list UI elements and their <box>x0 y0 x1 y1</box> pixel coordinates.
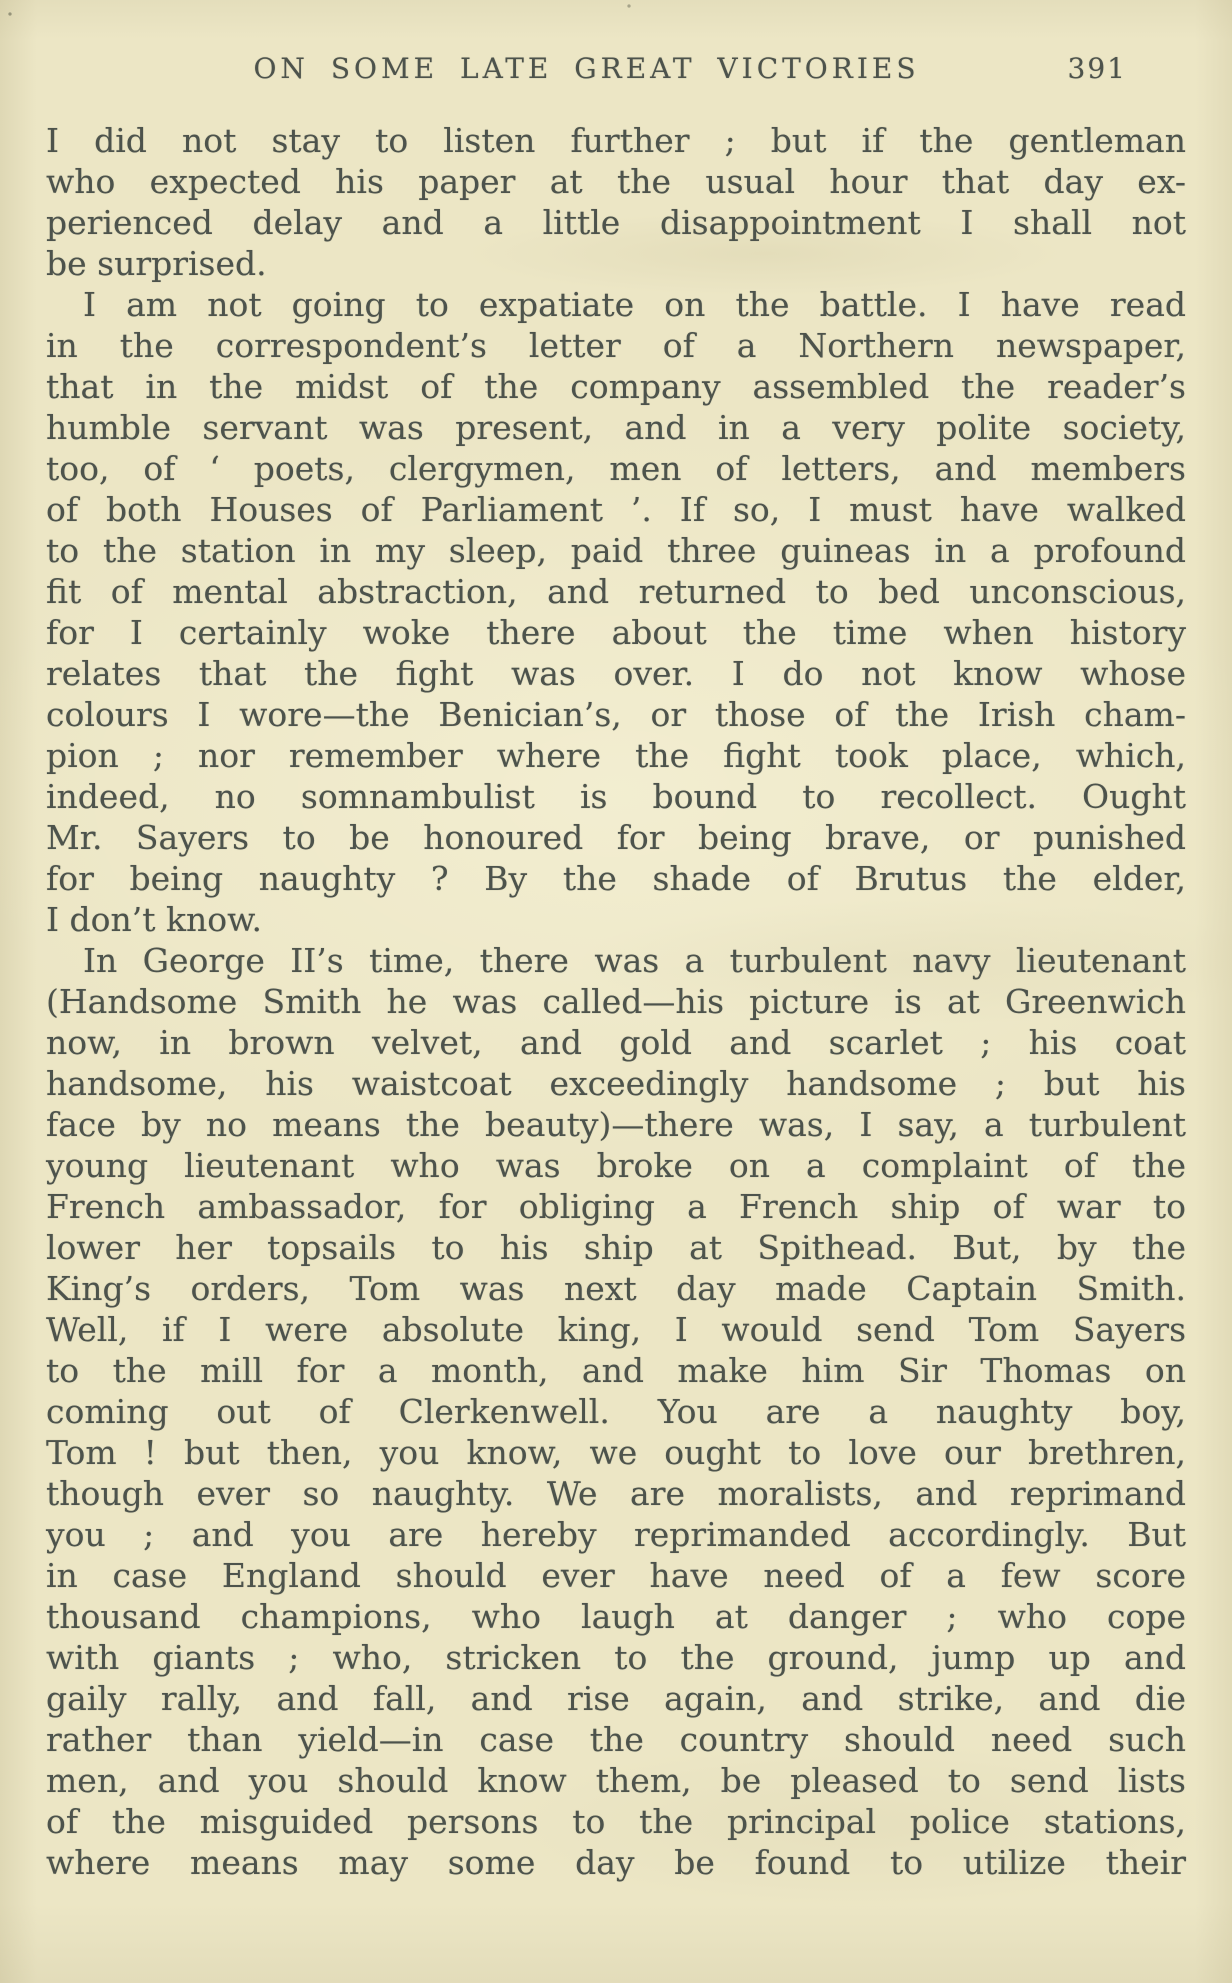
text-line: who expected his paper at the usual hour that day ex- <box>46 162 1186 201</box>
text-line: handsome, his waistcoat exceedingly handsome ; but his <box>46 1064 1186 1103</box>
text-line: French ambassador, for obliging a French ship of war to <box>46 1187 1186 1226</box>
text-line: be surprised. <box>46 244 267 283</box>
text-line: of both Houses of Parliament ’. If so, I must have walked <box>46 490 1186 529</box>
text-line: Mr. Sayers to be honoured for being brave, or punished <box>46 818 1186 857</box>
text-line: humble servant was present, and in a very polite society, <box>46 408 1186 447</box>
text-line: colours I wore—the Benician’s, or those of the Irish cham- <box>46 695 1186 734</box>
text-line: perienced delay and a little disappointment I shall not <box>46 203 1186 242</box>
page-title: ON SOME LATE GREAT VICTORIES <box>253 52 920 85</box>
text-line: of the misguided persons to the principal police stations, <box>46 1802 1186 1841</box>
text-line: that in the midst of the company assembled the reader’s <box>46 367 1186 406</box>
text-line: young lieutenant who was broke on a complaint of the <box>46 1146 1186 1185</box>
text-line: you ; and you are hereby reprimanded accordingly. But <box>46 1515 1186 1554</box>
text-line: now, in brown velvet, and gold and scarlet ; his coat <box>46 1023 1186 1062</box>
text-line: (Handsome Smith he was called—his picture is at Greenwich <box>46 982 1186 1021</box>
text-line: King’s orders, Tom was next day made Captain Smith. <box>46 1269 1186 1308</box>
page-body <box>46 120 1186 1883</box>
text-line: indeed, no somnambulist is bound to recollect. Ought <box>46 777 1186 816</box>
text-line: fit of mental abstraction, and returned to bed unconscious, <box>46 572 1186 611</box>
text-line: face by no means the beauty)—there was, I say, a turbulent <box>46 1105 1186 1144</box>
text-line: gaily rally, and fall, and rise again, and strike, and die <box>46 1679 1186 1718</box>
paragraph <box>46 284 1186 940</box>
text-line: thousand champions, who laugh at danger ; who cope <box>46 1597 1186 1636</box>
text-line: where means may some day be found to utilize their <box>46 1843 1186 1882</box>
text-line: lower her topsails to his ship at Spithead. But, by the <box>46 1228 1186 1267</box>
text-line: in case England should ever have need of a few score <box>46 1556 1186 1595</box>
text-line: in the correspondent’s letter of a Northern newspaper, <box>46 326 1186 365</box>
text-line: Well, if I were absolute king, I would send Tom Sayers <box>46 1310 1186 1349</box>
text-line: too, of ‘ poets, clergymen, men of letters, and members <box>46 449 1186 488</box>
text-line: I don’t know. <box>46 900 262 939</box>
text-line: men, and you should know them, be pleased to send lists <box>46 1761 1186 1800</box>
text-line: I did not stay to listen further ; but if the gentleman <box>46 121 1186 160</box>
page-number: 391 <box>1067 52 1127 85</box>
text-line: In George II’s time, there was a turbulent navy lieutenant <box>83 941 1186 980</box>
text-line: pion ; nor remember where the fight took place, which, <box>46 736 1186 775</box>
text-line: for being naughty ? By the shade of Brutus the elder, <box>46 859 1186 898</box>
paragraph <box>46 940 1186 1883</box>
text-line: coming out of Clerkenwell. You are a naughty boy, <box>46 1392 1186 1431</box>
running-header <box>46 52 1127 86</box>
text-line: for I certainly woke there about the time when history <box>46 613 1186 652</box>
text-line: though ever so naughty. We are moralists, and reprimand <box>46 1474 1186 1513</box>
text-line: with giants ; who, stricken to the ground, jump up and <box>46 1638 1186 1677</box>
text-line: to the mill for a month, and make him Sir Thomas on <box>46 1351 1186 1390</box>
text-line: to the station in my sleep, paid three guineas in a profound <box>46 531 1186 570</box>
text-line: I am not going to expatiate on the battle. I have read <box>83 285 1186 324</box>
text-line: Tom ! but then, you know, we ought to love our brethren, <box>46 1433 1186 1472</box>
text-line: relates that the fight was over. I do not know whose <box>46 654 1186 693</box>
text-line: rather than yield—in case the country should need such <box>46 1720 1186 1759</box>
paragraph <box>46 120 1186 284</box>
